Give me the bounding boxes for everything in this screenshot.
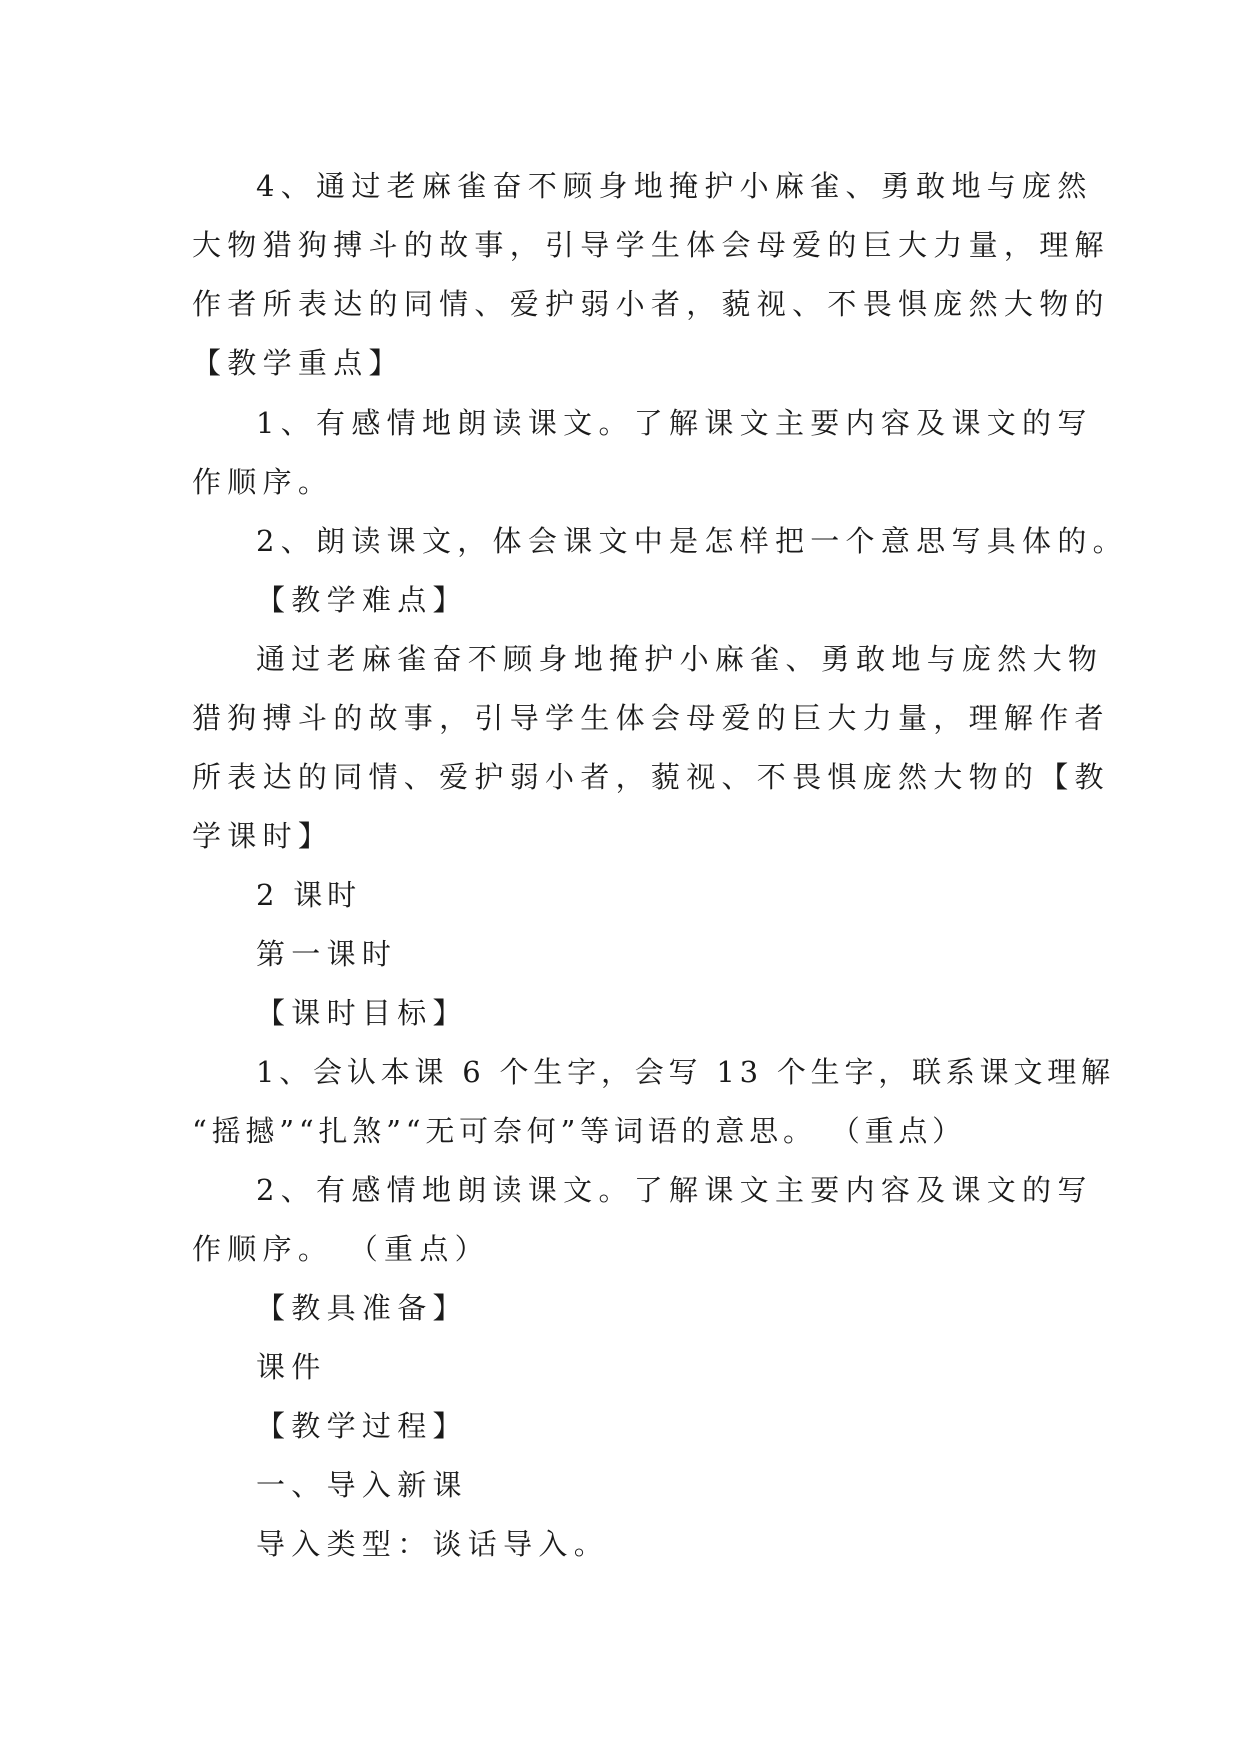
- focus-item-2: 2、朗读课文，体会课文中是怎样把一个意思写具体的。: [256, 524, 1128, 558]
- paragraph-goal-4-line-1: 4、通过老麻雀奋不顾身地掩护小麻雀、勇敢地与庞然: [256, 169, 1093, 203]
- process-step-1: 一、导入新课: [256, 1468, 468, 1502]
- class-hours-count: 2 课时: [256, 878, 361, 912]
- heading-class-hours: 学课时】: [192, 819, 334, 853]
- intro-type: 导入类型：谈话导入。: [256, 1527, 610, 1561]
- teaching-aids-value: 课件: [256, 1350, 327, 1384]
- difficulty-line-1: 通过老麻雀奋不顾身地掩护小麻雀、勇敢地与庞然大物: [256, 642, 1104, 676]
- lesson-goal-1-line-1: 1、会认本课 6 个生字，会写 13 个生字，联系课文理解: [256, 1055, 1115, 1089]
- paragraph-goal-4-line-2: 大物猎狗搏斗的故事，引导学生体会母爱的巨大力量，理解: [192, 228, 1110, 262]
- focus-item-1-line-2: 作顺序。: [192, 465, 334, 499]
- heading-lesson-goals: 【课时目标】: [256, 996, 468, 1030]
- paragraph-goal-4-line-3: 作者所表达的同情、爱护弱小者，藐视、不畏惧庞然大物的: [192, 287, 1110, 321]
- difficulty-line-2: 猎狗搏斗的故事，引导学生体会母爱的巨大力量，理解作者: [192, 701, 1110, 735]
- focus-item-1-line-1: 1、有感情地朗读课文。了解课文主要内容及课文的写: [256, 406, 1093, 440]
- heading-teaching-process: 【教学过程】: [256, 1409, 468, 1443]
- lesson-goal-2-line-1: 2、有感情地朗读课文。了解课文主要内容及课文的写: [256, 1173, 1093, 1207]
- heading-teaching-difficulty: 【教学难点】: [256, 583, 468, 617]
- first-lesson-label: 第一课时: [256, 937, 398, 971]
- heading-teaching-focus: 【教学重点】: [192, 346, 404, 380]
- difficulty-line-3: 所表达的同情、爱护弱小者，藐视、不畏惧庞然大物的【教: [192, 760, 1110, 794]
- lesson-goal-2-line-2: 作顺序。 （重点）: [192, 1232, 490, 1266]
- lesson-goal-1-line-2: “摇撼”“扎煞”“无可奈何”等词语的意思。 （重点）: [192, 1114, 966, 1148]
- heading-teaching-aids: 【教具准备】: [256, 1291, 468, 1325]
